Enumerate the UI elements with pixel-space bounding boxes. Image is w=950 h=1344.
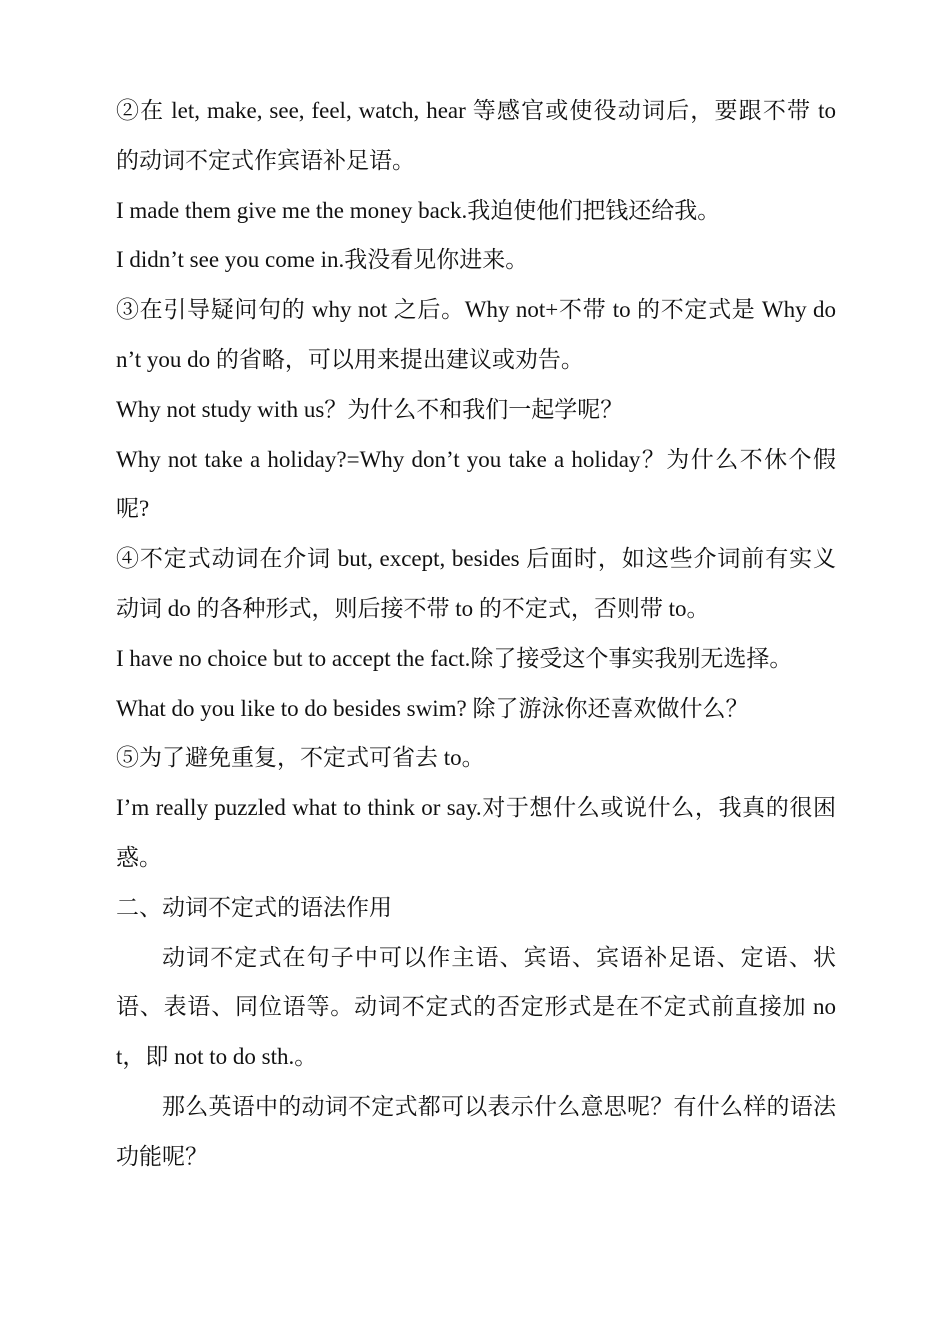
- paragraph-rule-2: ②在 let, make, see, feel, watch, hear 等感官或使役动词后，要跟不带 to 的动词不定式作宾语补足语。: [116, 98, 836, 173]
- document-page: [116, 86, 836, 1182]
- paragraph-rule-5: ⑤为了避免重复，不定式可省去 to。: [116, 745, 485, 771]
- example-puzzled: I’m really puzzled what to think or say.对于想什么或说什么，我真的很困惑。: [116, 795, 836, 870]
- example-made-them-give: I made them give me the money back.我迫使他们把钱还给我。: [116, 197, 721, 223]
- section-heading: 二、动词不定式的语法作用: [116, 894, 392, 920]
- example-see-you-come-in: I didn’t see you come in.我没看见你进来。: [116, 247, 529, 273]
- example-why-not-study: Why not study with us？为什么不和我们一起学呢？: [116, 396, 624, 422]
- paragraph-rule-4: ④不定式动词在介词 but, except, besides 后面时，如这些介词前有实义动词 do 的各种形式，则后接不带 to 的不定式，否则带 to。: [116, 546, 836, 621]
- example-no-choice-but: I have no choice but to accept the fact.除了接受这个事实我别无选择。: [116, 645, 793, 671]
- paragraph-rule-3: ③在引导疑问句的 why not 之后。Why not+不带 to 的不定式是 Why don’t you do 的省略，可以用来提出建议或劝告。: [116, 297, 836, 372]
- example-why-not-holiday: Why not take a holiday?=Why don’t you take a holiday？为什么不休个假呢?: [116, 446, 836, 522]
- paragraph-grammar-functions: 动词不定式在句子中可以作主语、宾语、宾语补足语、定语、状语、表语、同位语等。动词不定式的否定形式是在不定式前直接加 not，即 not to do sth.。: [116, 944, 836, 1070]
- paragraph-question: 那么英语中的动词不定式都可以表示什么意思呢？有什么样的语法功能呢？: [116, 1093, 836, 1169]
- example-besides-swim: What do you like to do besides swim? 除了游泳你还喜欢做什么？: [116, 695, 749, 721]
